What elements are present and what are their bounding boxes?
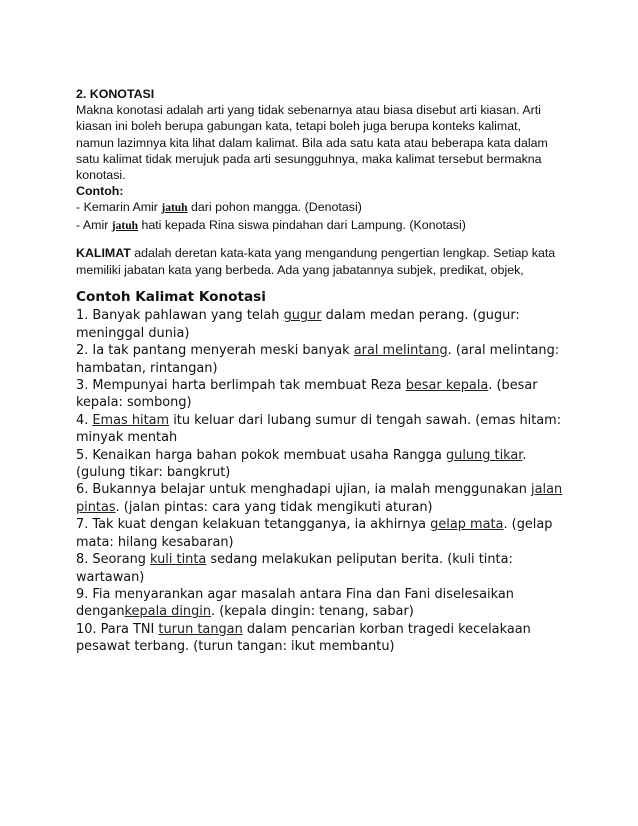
- contoh-label: Contoh:: [76, 184, 124, 199]
- section-heading: 2. KONOTASI: [76, 87, 155, 101]
- example-keyword: jatuh: [161, 202, 188, 215]
- definition-paragraph: [76, 102, 576, 183]
- item-link[interactable]: pintas: [76, 499, 116, 515]
- definition-line: kiasan ini boleh berupa gabungan kata, tetapi boleh juga berupa konteks kalimat,: [76, 119, 521, 134]
- item-text: hambatan, rintangan): [76, 360, 218, 376]
- item-text: itu keluar dari lubang sumur di tengah sawah. (emas hitam:: [169, 412, 562, 428]
- item-text: (gulung tikar: bangkrut): [76, 465, 231, 481]
- definition-line: konotasi.: [76, 168, 126, 183]
- item-text: 2. Ia tak pantang menyerah meski banyak: [76, 343, 354, 359]
- item-link[interactable]: kepala dingin: [124, 604, 212, 620]
- item-text: meninggal dunia): [76, 325, 190, 341]
- item-text: kepala: sombong): [76, 395, 192, 411]
- example-text: dari pohon mangga. (Denotasi): [187, 200, 362, 215]
- example-line: [76, 199, 576, 216]
- list-item: [76, 481, 576, 516]
- item-text: pesawat terbang. (turun tangan: ikut membantu): [76, 639, 395, 655]
- item-text: . (besar: [488, 378, 538, 394]
- item-link[interactable]: turun tangan: [158, 621, 243, 637]
- item-text: .: [522, 447, 527, 463]
- kalimat-line: [76, 245, 576, 262]
- example-text: - Amir: [76, 217, 112, 232]
- item-link[interactable]: kuli tinta: [150, 552, 207, 568]
- kalimat-line: memiliki jabatan kata yang berbeda. Ada yang jabatannya subjek, predikat, objek,: [76, 263, 524, 277]
- definition-line: satu kalimat tidak merujuk pada arti sesungguhnya, maka kalimat tersebut bermakna: [76, 151, 542, 166]
- item-text: 3. Mempunyai harta berlimpah tak membuat Reza: [76, 378, 406, 394]
- item-text: 8. Seorang: [76, 552, 151, 568]
- item-text: dengan: [76, 604, 125, 620]
- item-text: 9. Fia menyarankan agar masalah antara Fina dan Fani diselesaikan: [76, 586, 514, 602]
- item-link[interactable]: Emas hitam: [92, 412, 170, 428]
- example-text: hati kepada Rina siswa pindahan dari Lampung. (Konotasi): [138, 217, 466, 232]
- contoh-kalimat-heading: Contoh Kalimat Konotasi: [76, 289, 266, 305]
- kalimat-term: KALIMAT: [76, 246, 131, 260]
- item-text: . (aral melintang:: [447, 343, 560, 359]
- list-item: [76, 551, 576, 586]
- konotasi-section: [76, 86, 576, 234]
- item-link[interactable]: gulung tikar: [445, 447, 523, 463]
- item-text: . (jalan pintas: cara yang tidak mengikuti aturan): [115, 499, 433, 515]
- example-text: - Kemarin Amir: [76, 200, 162, 215]
- item-link[interactable]: aral melintang: [353, 343, 448, 359]
- list-item: [76, 586, 576, 621]
- contoh-kalimat-section: [76, 289, 576, 656]
- item-text: mata: hilang kesabaran): [76, 534, 234, 550]
- kalimat-section: [76, 245, 576, 279]
- item-link[interactable]: gugur: [283, 308, 322, 324]
- item-text: wartawan): [76, 569, 145, 585]
- item-text: 7. Tak kuat dengan kelakuan tetangganya, ia akhirnya: [76, 517, 431, 533]
- definition-line: namun lazimnya kita lihat dalam kalimat. Bila ada satu kata atau beberapa kata dalam: [76, 135, 548, 150]
- item-text: 1. Banyak pahlawan yang telah: [76, 308, 284, 324]
- item-text: 5. Kenaikan harga bahan pokok membuat usaha Rangga: [76, 447, 446, 463]
- item-text: dalam pencarian korban tragedi kecelakaan: [242, 621, 531, 637]
- list-item: [76, 621, 576, 656]
- list-item: [76, 377, 576, 412]
- definition-line: Makna konotasi adalah arti yang tidak sebenarnya atau biasa disebut arti kiasan. Arti: [76, 103, 541, 118]
- list-item: [76, 342, 576, 377]
- item-text: 6. Bukannya belajar untuk menghadapi ujian, ia malah menggunakan: [76, 482, 532, 498]
- example-line: [76, 217, 576, 234]
- item-link[interactable]: gelap mata: [430, 517, 504, 533]
- kalimat-text: adalah deretan kata-kata yang mengandung pengertian lengkap. Setiap kata: [130, 246, 556, 260]
- item-text: dalam medan perang. (gugur:: [321, 308, 520, 324]
- list-item: [76, 412, 576, 447]
- item-link[interactable]: besar kepala: [405, 378, 489, 394]
- item-link[interactable]: jalan: [531, 482, 563, 498]
- item-text: 10. Para TNI: [76, 621, 159, 637]
- item-text: minyak mentah: [76, 430, 178, 446]
- list-item: [76, 516, 576, 551]
- item-text: 4.: [76, 412, 93, 428]
- item-text: . (gelap: [503, 517, 553, 533]
- list-item: [76, 447, 576, 482]
- item-text: sedang melakukan peliputan berita. (kuli tinta:: [206, 552, 513, 568]
- list-item: [76, 307, 576, 342]
- item-text: . (kepala dingin: tenang, sabar): [211, 604, 414, 620]
- example-keyword: jatuh: [111, 219, 138, 232]
